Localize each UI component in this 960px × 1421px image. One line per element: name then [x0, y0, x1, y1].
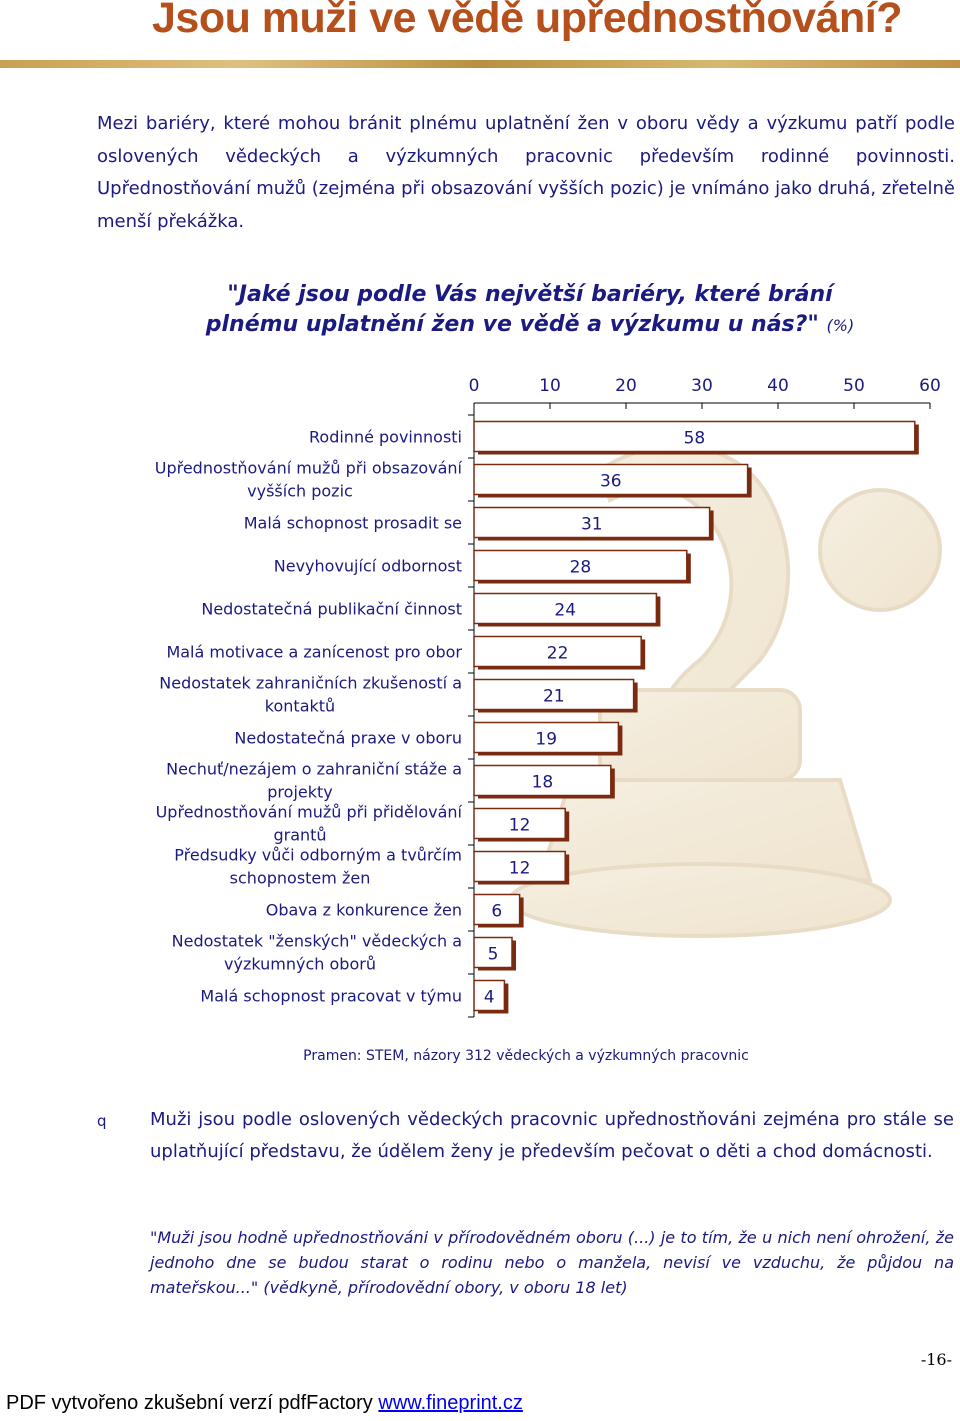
category-label-cont: grantů [273, 825, 327, 845]
x-tick-label: 20 [615, 376, 637, 396]
category-label: Rodinné povinnosti [309, 427, 462, 447]
category-label-cont: vyšších pozic [247, 481, 353, 501]
category-label-cont: výzkumných oborů [224, 954, 376, 974]
chart-unit: (%) [826, 316, 855, 335]
x-tick-label: 30 [691, 376, 713, 396]
category-label: Malá schopnost prosadit se [243, 513, 462, 533]
bar-value-label: 5 [487, 944, 499, 965]
category-label: Upřednostňování mužů při obsazování [154, 458, 462, 478]
category-label: Malá motivace a zanícenost pro obor [166, 642, 462, 662]
category-label: Upřednostňování mužů při přidělování [155, 802, 462, 822]
bar-value-label: 31 [580, 514, 603, 535]
x-tick-label: 10 [539, 376, 561, 396]
bar-value-label: 6 [491, 901, 503, 922]
category-label: Nedostatečná publikační činnost [201, 599, 462, 619]
footer-link[interactable]: www.fineprint.cz [378, 1392, 523, 1414]
category-label: Malá schopnost pracovat v týmu [200, 986, 462, 1006]
title-divider [0, 60, 960, 68]
chart-title-line-2: plnému uplatnění žen ve vědě a výzkumu u nás?" [205, 312, 819, 337]
bullet-marker: q [97, 1112, 107, 1130]
category-label: Nedostatečná praxe v oboru [234, 728, 462, 748]
category-label: Obava z konkurence žen [265, 900, 462, 920]
x-tick-label: 60 [919, 376, 941, 396]
category-label: Nedostatek "ženských" vědeckých a [171, 931, 462, 951]
category-label: Nechuť/nezájem o zahraniční stáže a [166, 759, 462, 779]
category-label: Nevyhovující odbornost [273, 556, 462, 576]
bar-value-label: 24 [554, 600, 577, 621]
category-label-cont: schopnostem žen [229, 868, 371, 888]
bar-chart [0, 360, 960, 1030]
bar-value-label: 12 [508, 815, 531, 836]
footer-text: PDF vytvořeno zkušební verzí pdfFactory [6, 1392, 379, 1414]
footer-note [6, 1392, 523, 1415]
respondent-quote: "Muži jsou hodně upřednostňováni v přírodovědném oboru (...) je to tím, že u nich není ohrožení, že jednoho dne se budou starat o rodinu nebo o manžela, nevisí ve vzduchu, že půjdou na mateřskou..." (vědkyně, přírodovědní obory, v oboru 18 let) [150, 1228, 954, 1297]
x-tick-label: 50 [843, 376, 865, 396]
x-tick-label: 40 [767, 376, 789, 396]
category-label-cont: projekty [267, 782, 333, 802]
category-label-cont: kontaktů [264, 696, 336, 716]
page-title: Jsou muži ve vědě upřednostňování? [152, 0, 902, 42]
chart-title [150, 280, 910, 341]
page-number: -16- [920, 1350, 952, 1369]
bar-value-label: 28 [569, 557, 592, 578]
bar-value-label: 12 [508, 858, 531, 879]
category-label: Nedostatek zahraničních zkušeností a [159, 673, 462, 693]
x-tick-label: 0 [468, 376, 480, 396]
chart-source: Pramen: STEM, názory 312 vědeckých a výzkumných pracovnic [303, 1048, 749, 1064]
bar-value-label: 21 [542, 686, 565, 707]
bar-value-label: 4 [483, 987, 495, 1008]
bar-value-label: 19 [535, 729, 558, 750]
bar-value-label: 58 [683, 428, 706, 449]
category-label: Předsudky vůči odborným a tvůrčím [174, 845, 462, 865]
bullet-paragraph: Muži jsou podle oslovených vědeckých pracovnic upřednostňováni zejména pro stále se uplatňující představu, že údělem ženy je především pečovat o děti a chod domácnosti. [150, 1109, 954, 1162]
bar-value-label: 22 [546, 643, 569, 664]
chart-title-line-1: "Jaké jsou podle Vás největší bariéry, které brání [227, 282, 833, 307]
bar-value-label: 18 [531, 772, 554, 793]
bar-value-label: 36 [599, 471, 622, 492]
intro-paragraph: Mezi bariéry, které mohou bránit plnému uplatnění žen v oboru vědy a výzkumu patří podle oslovených vědeckých a výzkumných pracovnic především rodinné povinnosti. Upřednostňování mužů (zejména při obsazování vyšších pozic) je vnímáno jako druhá, zřetelně menší překážka. [97, 113, 955, 232]
category-labels [155, 428, 463, 1006]
